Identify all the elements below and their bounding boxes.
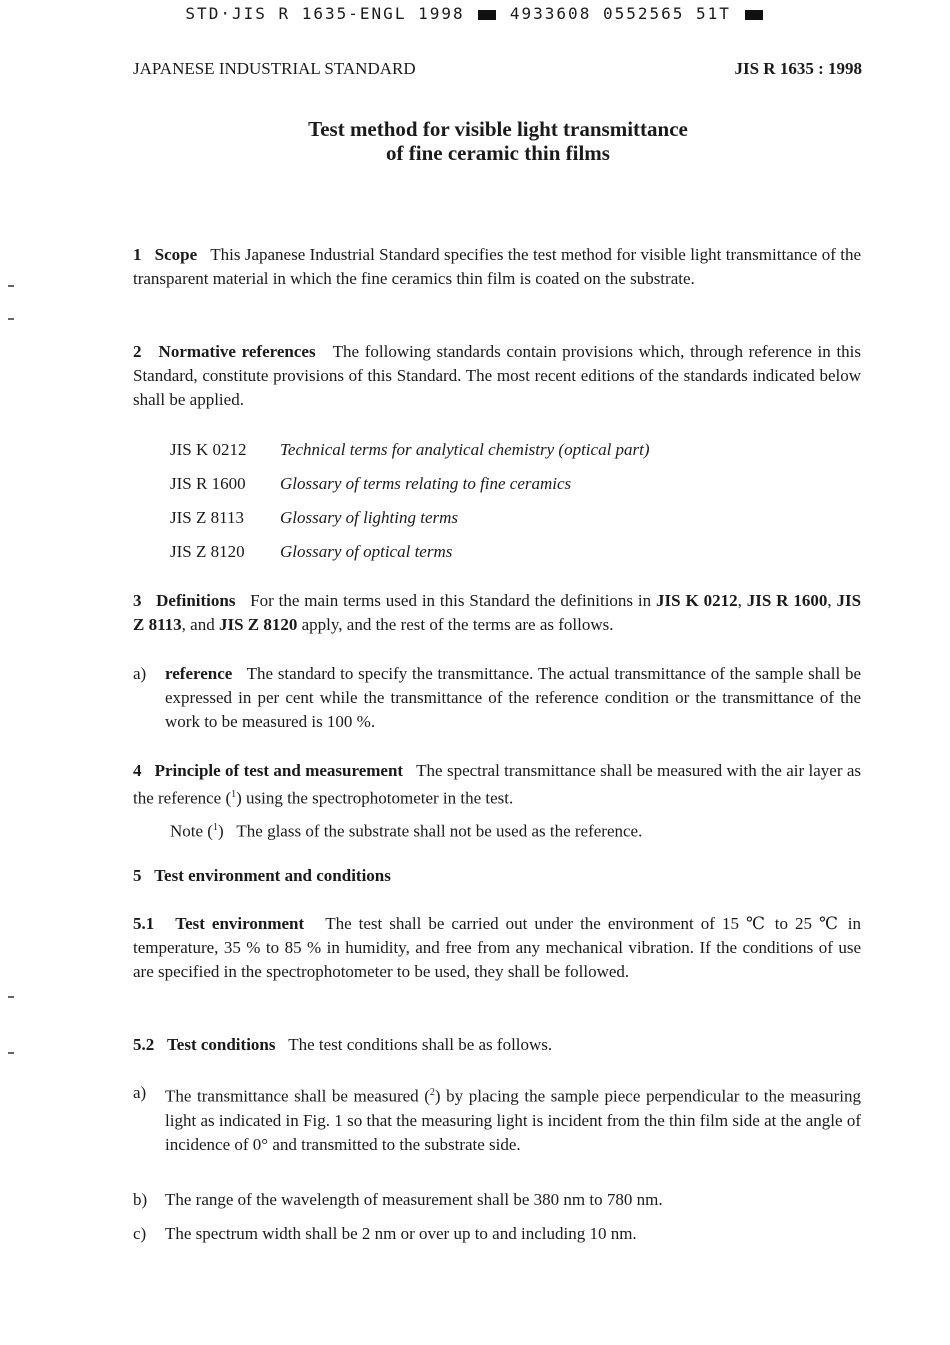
section-definitions: [133, 589, 861, 637]
reference-code-inline: JIS R 1600: [746, 591, 828, 610]
stamp-block-mark: [478, 10, 496, 20]
section-number: 3: [133, 591, 142, 610]
standard-number: JIS R 1635 : 1998: [734, 59, 862, 78]
section-text: ,: [827, 591, 837, 610]
section-heading: Scope: [154, 245, 198, 264]
note: [170, 816, 642, 844]
item-text: [165, 1081, 861, 1157]
definition-term: reference: [165, 664, 233, 683]
section-text: apply, and the rest of the terms are as follows.: [297, 615, 614, 634]
section-test-conditions: [133, 1033, 861, 1057]
note-ref: 2: [429, 1087, 435, 1098]
item-text: The range of the wavelength of measurement shall be 380 nm to 780 nm.: [165, 1190, 663, 1209]
reference-item: [170, 506, 650, 540]
definition-item: [133, 662, 861, 734]
section-normative-references: [133, 340, 861, 412]
section-heading: Test conditions: [167, 1035, 276, 1054]
document-stamp: [0, 2, 950, 26]
item-label: a): [133, 664, 147, 683]
note-label-close: ): [217, 821, 224, 841]
reference-list: [170, 438, 650, 574]
section-heading: Test environment and conditions: [154, 866, 391, 885]
scan-mark: [8, 318, 14, 320]
note-label: Note (: [170, 821, 213, 841]
section-scope: [133, 243, 861, 291]
standard-label: JAPANESE INDUSTRIAL STANDARD: [133, 59, 416, 78]
section-text: The following standards contain provisions which, through reference in this Standard, constitute provisions of this Standard. The most recent editions of the standards indicated below shall be applied.: [133, 342, 862, 409]
item-text-part: ) by placing the sample piece perpendicular to the measuring light as indicated in Fig. 1 so that the measuring light is incident from the thin film side at the angle of incidence of 0° and transmitted to the substrate side.: [165, 1086, 861, 1154]
item-label: a): [133, 1083, 147, 1102]
stamp-code: STD·JIS R 1635-ENGL 1998: [185, 4, 465, 23]
section-test-environment: [133, 912, 861, 984]
section-text: The test shall be carried out under the environment of 15 ℃ to 25 ℃ in temperature, 35 % to 85 % in humidity, and free from any mechanical vibration. If the conditions of use are specified in the spectrophotometer to be used, they shall be followed.: [133, 914, 862, 981]
section-text: ,: [737, 591, 747, 610]
condition-item: [133, 1188, 861, 1212]
definition-text: The standard to specify the transmittance. The actual transmittance of the sample shall be expressed in per cent while the transmittance of the reference condition or the transmittance of the work to be measured is 100 %.: [165, 664, 861, 731]
reference-title: Glossary of optical terms: [280, 542, 453, 561]
reference-code: JIS K 0212: [170, 440, 247, 459]
section-heading: Normative references: [158, 342, 316, 361]
section-text: The test conditions shall be as follows.: [288, 1035, 553, 1054]
item-label: b): [133, 1190, 148, 1209]
section-number: 5.2: [133, 1035, 155, 1054]
stamp-block-mark-end: [745, 10, 763, 20]
section-number: 1: [133, 245, 142, 264]
section-number: 5: [133, 866, 142, 885]
item-text: [165, 662, 861, 734]
section-text: , and: [181, 615, 219, 634]
stamp-number: 4933608 0552565 51T: [509, 4, 731, 23]
reference-code: JIS Z 8113: [170, 508, 244, 527]
item-label: c): [133, 1224, 147, 1243]
scan-mark: [8, 285, 14, 287]
section-text: ) using the spectrophotometer in the test.: [236, 788, 514, 808]
section-text: For the main terms used in this Standard the definitions in: [250, 591, 657, 610]
section-number: 4: [133, 761, 142, 780]
reference-code-inline: JIS Z 8120: [218, 615, 298, 634]
reference-item: [170, 540, 650, 574]
section-heading: Principle of test and measurement: [154, 761, 404, 780]
note-ref: 1: [212, 822, 218, 833]
page-title: [0, 117, 950, 165]
reference-code-inline: JIS K 0212: [656, 591, 738, 610]
reference-code-inline: JIS Z 8113: [133, 591, 862, 634]
section-number: 2: [133, 342, 142, 361]
item-text: The spectrum width shall be 2 nm or over up to and including 10 nm.: [165, 1224, 637, 1243]
scan-mark: [8, 996, 14, 998]
title-line-2: of fine ceramic thin films: [386, 141, 610, 165]
section-principle: [133, 759, 861, 811]
note-ref: 1: [231, 789, 237, 800]
section-text: This Japanese Industrial Standard specifies the test method for visible light transmittance of the transparent material in which the fine ceramics thin film is coated on the substrate.: [133, 245, 862, 288]
reference-code: JIS R 1600: [170, 474, 246, 493]
condition-item: [133, 1081, 861, 1157]
section-heading: Definitions: [156, 591, 236, 610]
title-line-1: Test method for visible light transmittance: [308, 117, 688, 141]
reference-code: JIS Z 8120: [170, 542, 245, 561]
reference-title: Glossary of terms relating to fine ceramics: [280, 474, 572, 493]
reference-title: Technical terms for analytical chemistry (optical part): [280, 440, 650, 459]
condition-item: [133, 1222, 861, 1246]
section-test-environment-conditions: [133, 864, 861, 888]
note-text: The glass of the substrate shall not be used as the reference.: [236, 821, 643, 841]
section-text: The spectral transmittance shall be measured with the air layer as the reference (: [133, 761, 861, 808]
reference-item: [170, 438, 650, 472]
section-heading: Test environment: [175, 914, 305, 933]
scan-mark: [8, 1052, 14, 1054]
item-text-part: The transmittance shall be measured (: [165, 1086, 430, 1106]
reference-title: Glossary of lighting terms: [280, 508, 459, 527]
reference-item: [170, 472, 650, 506]
section-number: 5.1: [133, 914, 155, 933]
